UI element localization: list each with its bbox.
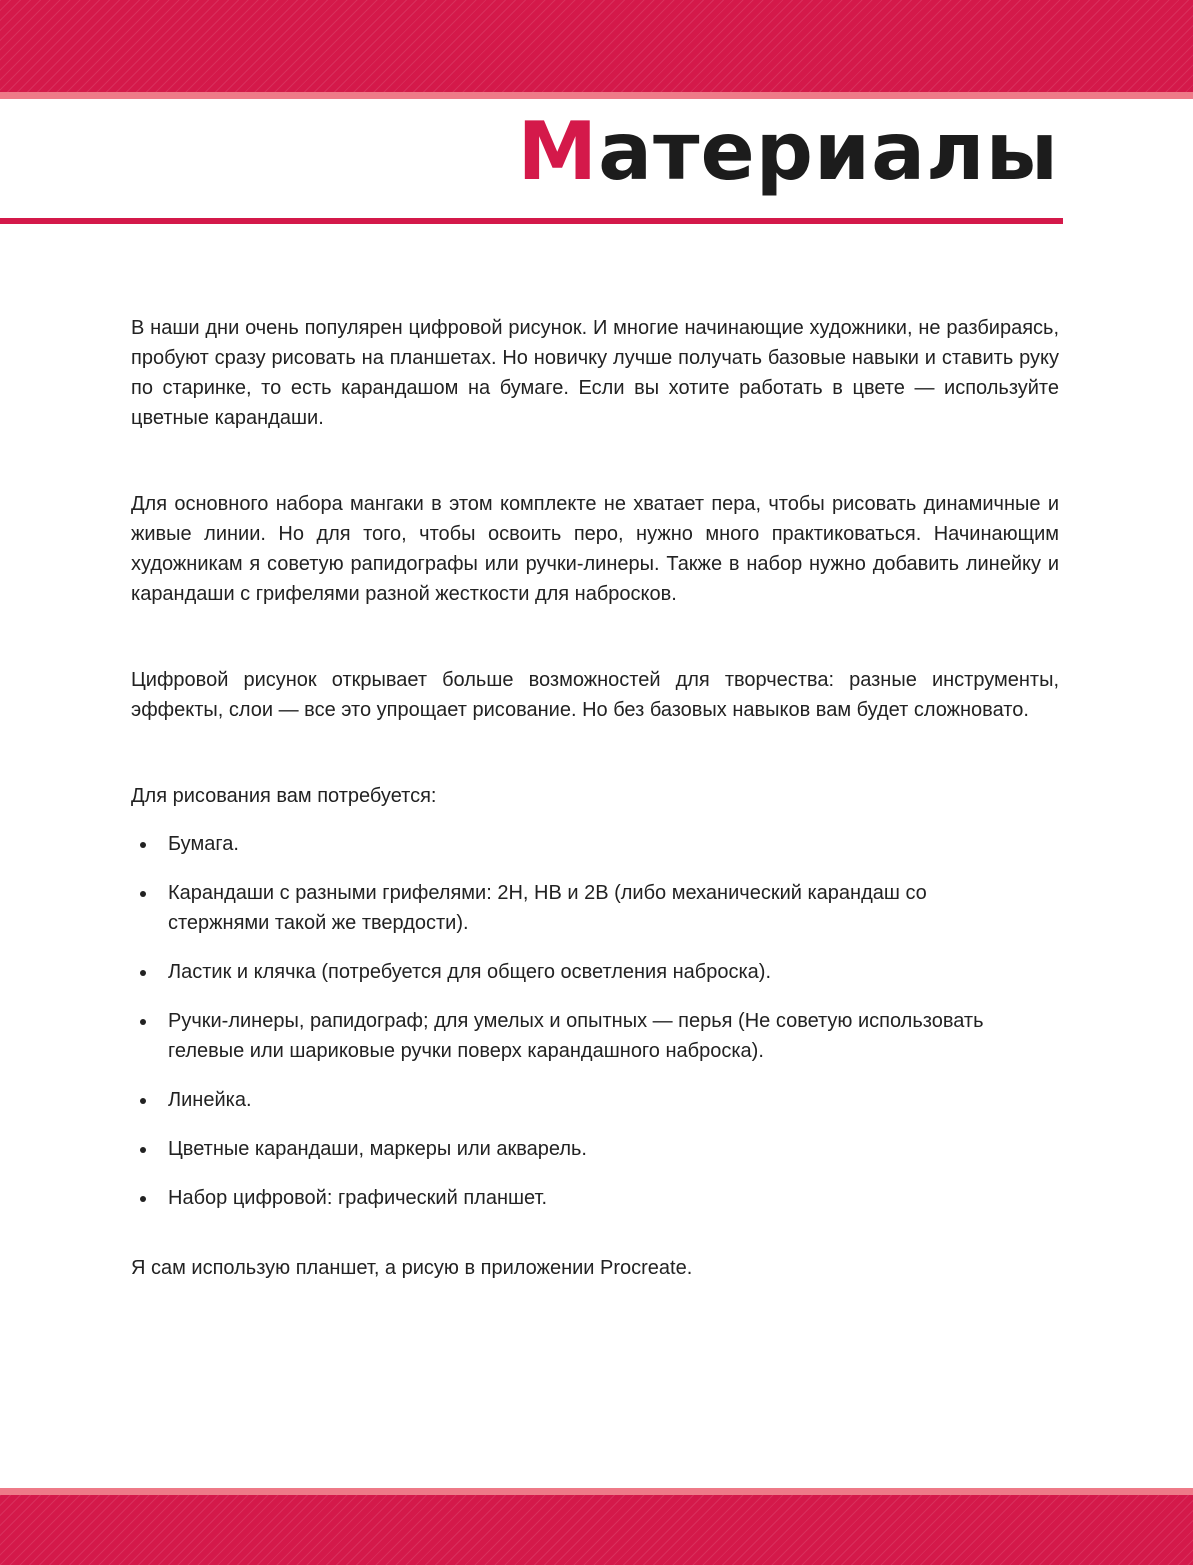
list-item: Линейка. <box>131 1085 1059 1115</box>
list-item: Ластик и клячка (потребуется для общего осветления наброска). <box>131 957 1059 987</box>
bottom-band-edge <box>0 1488 1193 1495</box>
paragraph-tools: Для основного набора мангаки в этом комплекте не хватает пера, чтобы рисовать динамичные и живые линии. Но для того, чтобы освоить перо, нужно много практиковаться. Начинающим художникам я советую рапидографы или ручки-линеры. Также в набор нужно добавить линейку и карандаши с грифелями разной жесткости для набросков. <box>131 493 1059 605</box>
page-title <box>518 104 1059 200</box>
list-item: Карандаши с разными грифелями: 2H, HB и 2B (либо механический карандаш со стержнями такой же твердости). <box>131 878 1059 938</box>
list-item: Бумага. <box>131 829 1059 859</box>
title-initial-letter: М <box>517 105 599 198</box>
closing-note: Я сам использую планшет, а рисую в приложении Procreate. <box>131 1257 693 1279</box>
list-item: Ручки-линеры, рапидограф; для умелых и опытных — перья (Не советую использовать гелевые или шариковые ручки поверх карандашного наброска). <box>131 1006 1059 1066</box>
list-intro: Для рисования вам потребуется: <box>131 785 437 807</box>
paragraph-digital: Цифровой рисунок открывает больше возможностей для творчества: разные инструменты, эффекты, слои — все это упрощает рисование. Но без базовых навыков вам будет сложновато. <box>131 669 1059 721</box>
paragraph-intro: В наши дни очень популярен цифровой рисунок. И многие начинающие художники, не разбираясь, пробуют сразу рисовать на планшетах. Но новичку лучше получать базовые навыки и ставить руку по старинке, то есть карандашом на бумаге. Если вы хотите работать в цвете — используйте цветные карандаши. <box>131 317 1059 429</box>
top-decorative-band <box>0 0 1193 92</box>
bottom-decorative-band <box>0 1495 1193 1565</box>
top-band-edge <box>0 92 1193 99</box>
list-item: Набор цифровой: графический планшет. <box>131 1183 1059 1213</box>
materials-list <box>131 829 1059 1213</box>
title-underline-rule <box>0 218 1063 224</box>
article-body <box>131 313 1059 1283</box>
list-item: Цветные карандаши, маркеры или акварель. <box>131 1134 1059 1164</box>
title-rest: атериалы <box>598 105 1059 198</box>
